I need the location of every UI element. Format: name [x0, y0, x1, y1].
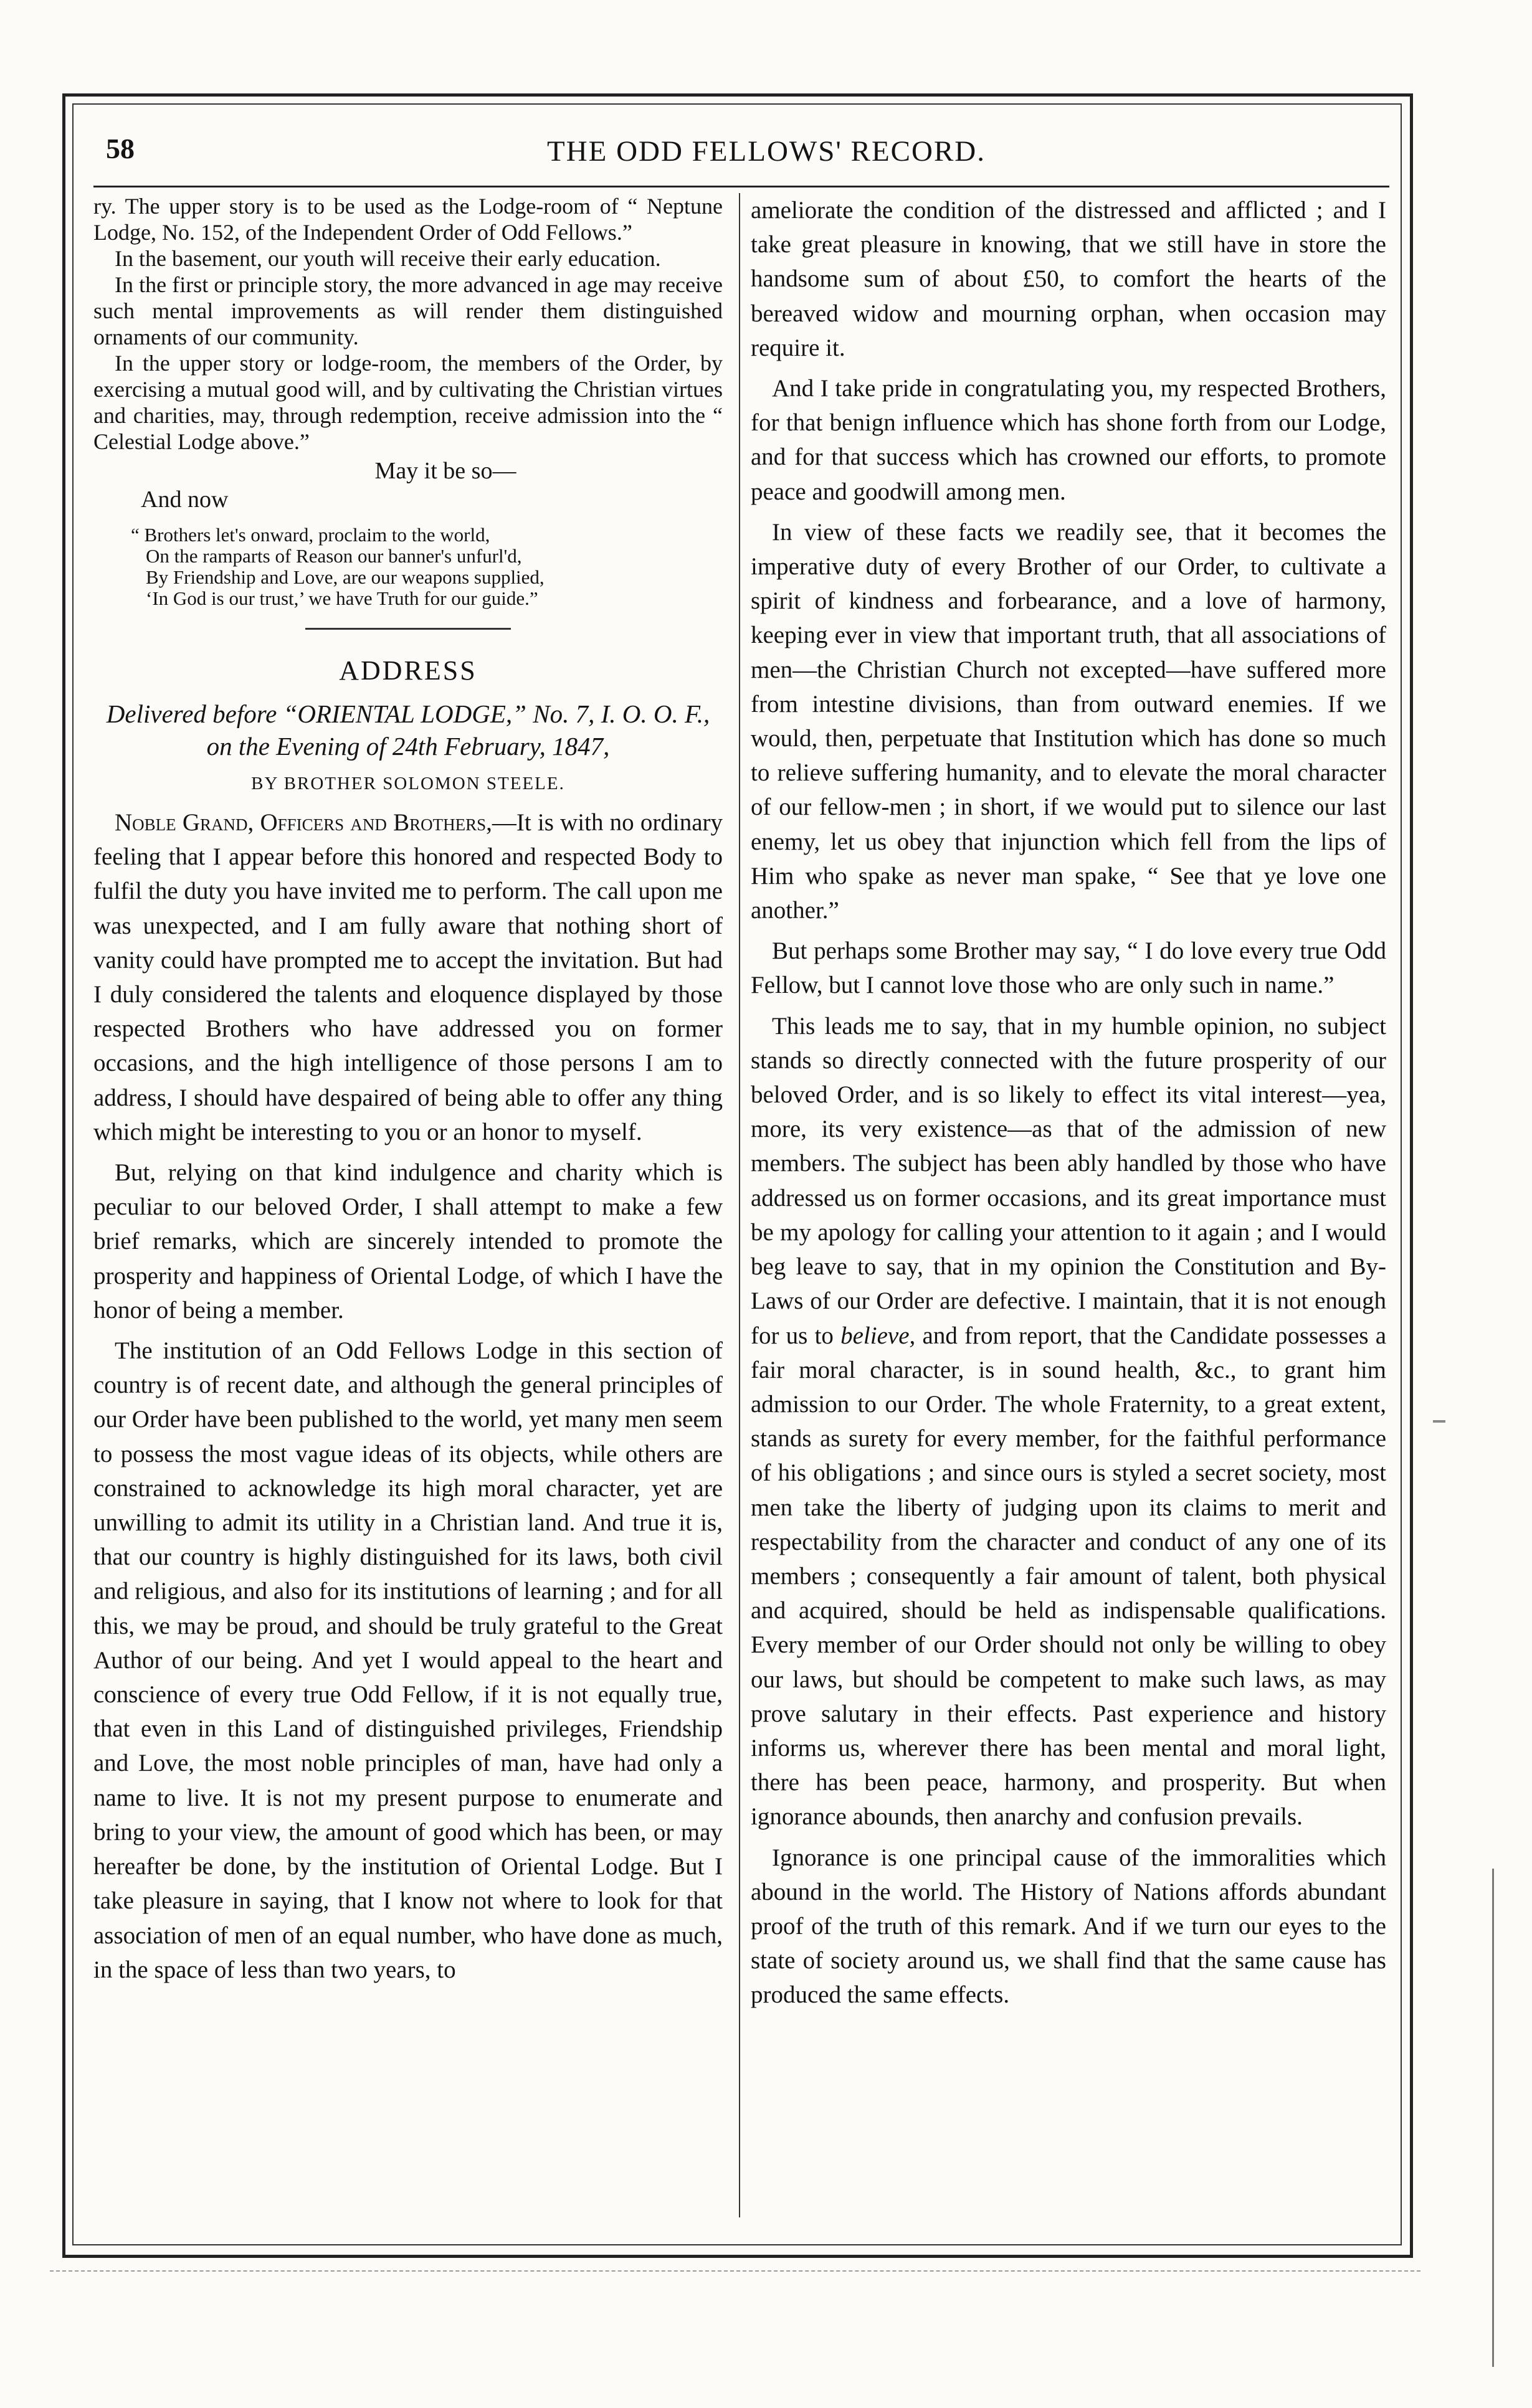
poem-quote [93, 524, 723, 609]
paragraph [751, 1009, 1386, 1834]
paragraph: ameliorate the condition of the distressed and afflicted ; and I take great pleasure in knowing, that we still have in store the handsome sum of about £50, to comfort the hearts of the bereaved widow and mourning orphan, when occasion may require it. [751, 197, 1386, 361]
left-column [93, 193, 723, 1987]
paragraph [93, 805, 723, 1149]
and-now: And now [141, 486, 229, 513]
scan-edge-line [1492, 1869, 1494, 2367]
poem-line: “ Brothers let's onward, proclaim to the world, [131, 524, 490, 546]
paragraph-text: This leads me to say, that in my humble opinion, no subject stands so directly connected with the future prosperity of our beloved Order, and is so likely to effect its vital interest—yea, more, its very existence—as that of the admission of new members. The subject has been ably handled by those who have addressed us on former occasions, and its great importance must be my apology for calling your attention to it again ; and I would beg leave to say, that in my opinion the Constitution and By-Laws of our Order are defective. I maintain, that it is not enough for us to [751, 1012, 1386, 1349]
paragraph: In the basement, our youth will receive their early education. [115, 246, 661, 271]
paragraph-text: —It is with no ordinary feeling that I appear before this honored and respected Body to fulfil the duty you have invited me to perform. The call upon me was unexpected, and I am fully aware that nothing short of vanity could have prompted me to accept the invitation. But had I duly considered the talents and eloquence displayed by those respected Brothers who have addressed you on former occasions, and the high intelligence of those persons I am to address, I should have despaired of being able to offer any thing which might be interesting to you or an honor to myself. [93, 809, 723, 1145]
paragraph: Ignorance is one principal cause of the immoralities which abound in the world. The History of Nations affords abundant proof of the truth of this remark. And if we turn our eyes to the state of society around us, we shall find that the same cause has produced the same effects. [751, 1844, 1386, 2009]
address-heading: ADDRESS [339, 655, 477, 686]
delivered-date: on the Evening of 24th February, 1847, [206, 732, 610, 761]
delivered-line: Delivered before “ORIENTAL LODGE,” No. 7, I. O. O. F., [106, 699, 710, 728]
right-column [751, 193, 1386, 2019]
page-header [93, 130, 1389, 179]
paragraph-text: and from report, that the Candidate possesses a fair moral character, is in sound health, &c., to grant him admission to our Order. The whole Fraternity, to a great extent, stands as surety for every member, for the faithful performance of his obligations ; and since ours is styled a secret society, most men take the liberty of judging upon its claims to merit and respectability from the character and conduct of any one of its members ; consequently a fair amount of talent, both physical and acquired, should be held as indispensable qualifications. Every member of our Order should not only be willing to obey our laws, but should be competent to make such laws, as may prove salutary in their effects. Past experience and history informs us, wherever there has been mental and moral light, there has been peace, harmony, and prosperity. But when ignorance abounds, then anarchy and confusion prevails. [751, 1322, 1387, 1831]
header-rule [93, 186, 1389, 187]
paragraph: But perhaps some Brother may say, “ I do love every true Odd Fellow, but I cannot love those who are only such in name.” [751, 937, 1386, 999]
page-number: 58 [106, 133, 135, 164]
paragraph: In the first or principle story, the more advanced in age may receive such mental improvements as will render them distinguished ornaments of our community. [93, 272, 723, 349]
poem-line: ‘In God is our trust,’ we have Truth for our guide.” [146, 587, 538, 609]
paragraph: The institution of an Odd Fellows Lodge in this section of country is of recent date, and although the general principles of our Order have been published to the world, yet many men seem to possess the most vague ideas of its objects, while others are constrained to acknowledge its high moral character, yet are unwilling to admit its utility in a Christian land. And true it is, that our country is highly distinguished for its laws, both civil and religious, and also for its institutions of learning ; and for all this, we may be proud, and should be truly grateful to the Great Author of our being. And yet I would appeal to the heart and conscience of every true Odd Fellow, if it is not equally true, that even in this Land of distinguished privileges, Friendship and Love, the most noble principles of man, have had only a name to live. It is not my present purpose to enumerate and bring to your view, the amount of good which has been, or may hereafter be done, by the institution of Oriental Lodge. But I take pleasure in saying, that I know not where to look for that association of men of an equal number, who have done as much, in the space of less than two years, to [93, 1337, 723, 1983]
paragraph: But, relying on that kind indulgence and charity which is peculiar to our beloved Order, I shall attempt to make a few brief remarks, which are sincerely intended to promote the prosperity and happiness of Oriental Lodge, of which I have the honor of being a member. [93, 1159, 723, 1324]
paragraph: And I take pride in congratulating you, my respected Brothers, for that benign influence which has shone forth from our Lodge, and for that success which has crowned our efforts, to promote peace and goodwill among men. [751, 375, 1386, 505]
emphasis: believe, [840, 1322, 916, 1349]
salutation: Noble Grand, Officers and Brothers, [115, 809, 492, 836]
paragraph: In the upper story or lodge-room, the members of the Order, by exercising a mutual good will, and by cultivating the Christian virtues and charities, may, through redemption, receive admission into the “ Celestial Lodge above.” [93, 351, 723, 454]
poem-line: On the ramparts of Reason our banner's unfurl'd, [146, 545, 522, 567]
running-title: THE ODD FELLOWS' RECORD. [546, 135, 986, 168]
column-divider [739, 193, 740, 2217]
scan-edge-line [50, 2270, 1420, 2272]
paragraph: ry. The upper story is to be used as the Lodge-room of “ Neptune Lodge, No. 152, of the Independent Order of Odd Fellows.” [93, 194, 723, 245]
paragraph: In view of these facts we readily see, that it becomes the imperative duty of every Brother of our Order, to cultivate a spirit of kindness and forbearance, and a love of harmony, keeping ever in view that important truth, that all associations of men—the Christian Church not excepted—have suffered more from intestine divisions, than from outward enemies. If we would, then, perpetuate that Institution which has done so much to relieve suffering humanity, and to elevate the moral character of our fellow-men ; in short, if we would put to silence our last enemy, let us obey that injunction which fell from the lips of Him who spake as never man spake, “ See that ye love one another.” [751, 518, 1386, 924]
section-divider [305, 628, 511, 630]
author-line: BY BROTHER SOLOMON STEELE. [251, 774, 565, 794]
scan-mark [1433, 1420, 1445, 1423]
may-it-be-so: May it be so— [374, 458, 516, 484]
poem-line: By Friendship and Love, are our weapons supplied, [146, 566, 545, 588]
